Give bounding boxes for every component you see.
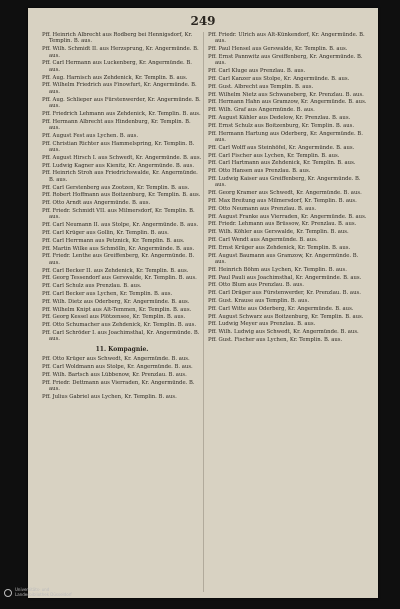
left-column	[42, 32, 202, 402]
register-entry: Pff. Robert Hoffmann aus Boitzenburg, Kr. Templin. B. aus.	[42, 192, 201, 199]
register-entry: Pff. Wilh. Dietz aus Oderberg, Kr. Angermünde. B. aus.	[42, 298, 190, 305]
register-entry: Pff. Carl Becker II. aus Zehdenick, Kr. Templin. B. aus.	[42, 267, 189, 274]
register-entry: Pff. Otto Hansen aus Prenzlau. B. aus.	[208, 168, 311, 175]
register-entry: Pff. Heinrich Böhm aus Lychen, Kr. Templin. B. aus.	[208, 266, 347, 273]
register-entry: Pff. Gust. Krause aus Templin. B. aus.	[208, 297, 309, 304]
register-entry: Pff. Carl Kluge aus Prenzlau. B. aus.	[208, 68, 306, 75]
register-entry: Pff. Wilhelm Nietz aus Schwaneberg, Kr. Prenzlau. B. aus.	[208, 91, 364, 98]
register-entry: Pff. Carl Becker aus Lychen, Kr. Templin. B. aus.	[42, 290, 173, 297]
register-entry: Pff. Carl Witte aus Oderberg, Kr. Angermünde. B. aus.	[208, 305, 354, 312]
register-entry: Pff. Otto Arndt aus Angermünde. B. aus.	[42, 200, 151, 207]
register-entry: Pff. Carl Hermann aus Luckenberg, Kr. Angermünde. B. aus.	[42, 60, 192, 73]
section-heading: 11. Kompagnie.	[95, 345, 149, 353]
column-divider	[203, 32, 204, 592]
register-entry: Pff. August Hirsch I. aus Schwedt, Kr. Angermünde. B. aus.	[42, 154, 202, 161]
register-entry: Pff. Ludwig Kagner aus Kienitz, Kr. Angermünde. B. aus.	[42, 162, 195, 169]
register-entry: Pff. Otto Krüger aus Schwedt, Kr. Angermünde. B. aus.	[42, 356, 190, 363]
register-entry: Pff. Hermann Hahn aus Gramzow, Kr. Angermünde. B. aus.	[208, 99, 367, 106]
library-logo-icon	[4, 589, 12, 597]
register-entry: Pff. Carl Kanzer aus Stolpe, Kr. Angermünde. B. aus.	[208, 76, 350, 82]
register-entry: Pff. Friedr. Lenthe aus Greiffenberg, Kr. Angermünde. B. aus.	[42, 253, 195, 266]
register-entry: Pff. Wilhelm Friedrich aus Finowfurt, Kr. Angermünde. B. aus.	[42, 82, 197, 95]
register-entry: Pff. Friedrich Lehmann aus Zehdenick, Kr. Templin. B. aus.	[42, 110, 201, 117]
register-entry: Pff. Carl Dräger aus Fürstenwerder, Kr. Prenzlau. B. aus.	[208, 290, 361, 297]
register-entry: Pff. Otto Blum aus Prenzlau. B. aus.	[208, 282, 304, 289]
register-entry: Pff. Gust. Albrecht aus Templin. B. aus.	[208, 83, 314, 90]
register-entry: Pff. Heinrich Stroh aus Friedrichswalde, Kr. Angermünde. B. aus.	[42, 170, 198, 183]
register-entry: Pff. Julius Gabriel aus Lychen, Kr. Templin. B. aus.	[42, 393, 177, 400]
scanned-page	[28, 8, 378, 598]
register-entry: Pff. Friedr. Ulrich aus Alt-Künkendorf, Kr. Angermünde. B. aus.	[208, 32, 365, 45]
register-entry: Pff. August Baumann aus Gramzow, Kr. Angermünde. B. aus.	[208, 252, 359, 265]
register-entry: Pff. Georg Tessendorf aus Gerswalde, Kr. Templin. B. aus.	[42, 275, 197, 282]
register-entry: Pff. Gust. Fischer aus Lychen, Kr. Templin. B. aus.	[208, 336, 343, 343]
register-entry: Pff. Aug. Schlieper aus Fürstenwerder, Kr. Angermünde. B. aus.	[42, 96, 201, 110]
register-entry: Pff. Wilh. Köhler aus Gerswalde, Kr. Templin. B. aus.	[208, 229, 349, 236]
register-entry: Pff. Carl Woldmann aus Stolpe, Kr. Angermünde. B. aus.	[42, 363, 193, 370]
register-entry: Pff. Friedr. Dettmann aus Vierraden, Kr. Angermünde. B. aus.	[42, 379, 195, 392]
register-entry: Pff. Georg Kessel aus Plötzensee, Kr. Templin. B. aus.	[42, 314, 186, 321]
register-entry: Pff. Ernst Schulz aus Boitzenburg, Kr. Templin. B. aus.	[208, 122, 355, 129]
right-column	[208, 32, 368, 345]
page-number: 249	[190, 14, 216, 28]
register-entry: Pff. Wilh. Schmidt II. aus Herzsprung, Kr. Angermünde. B. aus.	[42, 46, 199, 59]
register-entry: Pff. Wilh. Bartsch aus Lübbenow, Kr. Prenzlau. B. aus.	[42, 371, 187, 378]
register-entry: Pff. Carl Schulz aus Prenzlau. B. aus.	[42, 283, 142, 290]
register-entry: Pff. Carl Neumann II. aus Stolpe, Kr. Angermünde. B. aus.	[42, 222, 199, 229]
register-entry: Pff. Carl Herrmann aus Petznick, Kr. Templin. B. aus.	[42, 237, 185, 244]
library-name-line2: Landesbibliothek Düsseldorf	[15, 591, 72, 597]
register-entry: Pff. Otto Neumann aus Prenzlau. B. aus.	[208, 205, 317, 212]
register-entry: Pff. Georg Kramer aus Schwedt, Kr. Angermünde. B. aus.	[208, 190, 362, 197]
register-entry: Pff. August Fest aus Lychen. B. aus.	[42, 132, 139, 139]
register-entry: Pff. Ludwig Kaiser aus Greiffenberg, Kr. Angermünde. B. aus.	[208, 175, 361, 189]
register-entry: Pff. Wilh. Ludwig aus Schwedt, Kr. Angermünde. B. aus.	[208, 329, 359, 336]
register-entry: Pff. August Schwarz aus Boitzenburg, Kr. Templin. B. aus.	[208, 313, 364, 320]
register-entry: Pff. Wilhelm Knipt aus Alt-Temmen, Kr. Templin. B. aus.	[42, 306, 192, 313]
register-entry: Pff. Carl Fischer aus Lychen, Kr. Templin. B. aus.	[208, 152, 340, 159]
register-entry: Pff. Martin Wilke aus Schmölln, Kr. Angermünde. B. aus.	[42, 245, 195, 252]
register-entry: Pff. Christian Richter aus Hammelspring, Kr. Templin. B. aus.	[42, 140, 195, 154]
register-entry: Pff. Hermann Hartung aus Oderberg, Kr. Angermünde. B. aus.	[208, 130, 363, 143]
register-entry: Pff. Hermann Albrecht aus Hindenburg, Kr. Templin. B. aus.	[42, 118, 191, 132]
register-entry: Pff. August Kähler aus Dedelow, Kr. Prenzlau. B. aus.	[208, 114, 351, 121]
register-entry: Pff. Aug. Harnisch aus Zehdenick, Kr. Templin. B. aus.	[42, 74, 188, 81]
register-entry: Pff. Carl Hartmann aus Zehdenick, Kr. Templin. B. aus.	[208, 160, 356, 167]
register-entry: Pff. Ernst Pannwitz aus Greiffenberg, Kr. Angermünde. B. aus.	[208, 54, 363, 67]
register-entry: Pff. Paul Pauli aus Joachimsthal, Kr. Angermünde. B. aus.	[208, 274, 362, 281]
register-entry: Pff. Max Breitung aus Milmersdorf, Kr. Templin. B. aus.	[208, 197, 357, 204]
register-entry: Pff. Paul Hensel aus Gerswalde, Kr. Templin. B. aus.	[208, 46, 348, 53]
register-entry: Pff. Carl Wolff aus Steinhöfel, Kr. Angermünde. B. aus.	[208, 144, 355, 151]
library-name-line1: Universitäts- und	[15, 587, 50, 592]
register-entry: Pff. Wilh. Graf aus Angermünde. B. aus.	[208, 107, 315, 114]
register-entry: Pff. Friedr. Lehmann aus Brüssow, Kr. Prenzlau. B. aus.	[208, 221, 357, 228]
register-entry: Pff. Carl Gerstenberg aus Zootzen, Kr. Templin. B. aus.	[42, 184, 190, 191]
register-entry: Pff. Carl Krüger aus Gollin, Kr. Templin. B. aus.	[42, 230, 169, 236]
register-entry: Pff. August Franke aus Vierraden, Kr. Angermünde. B. aus.	[208, 213, 367, 220]
register-entry: Pff. Carl Schröder I. aus Joachimsthal, Kr. Angermünde. B. aus.	[42, 329, 200, 343]
library-logo	[4, 588, 72, 597]
register-entry: Pff. Ernst Krüger aus Zehdenick, Kr. Templin. B. aus.	[208, 244, 351, 251]
register-entry: Pff. Friedr. Schmidt VII. aus Milmersdorf, Kr. Templin. B. aus.	[42, 208, 195, 221]
register-entry: Pff. Heinrich Albrecht aus Rodberg bei Hennigsdorf, Kr. Templin. B. aus.	[42, 32, 193, 45]
register-entry: Pff. Ludwig Meyer aus Prenzlau. B. aus.	[208, 321, 316, 328]
register-entry: Pff. Carl Wendt aus Angermünde. B. aus.	[208, 236, 318, 243]
register-entry: Pff. Otto Schumacher aus Zehdenick, Kr. Templin. B. aus.	[42, 322, 197, 329]
